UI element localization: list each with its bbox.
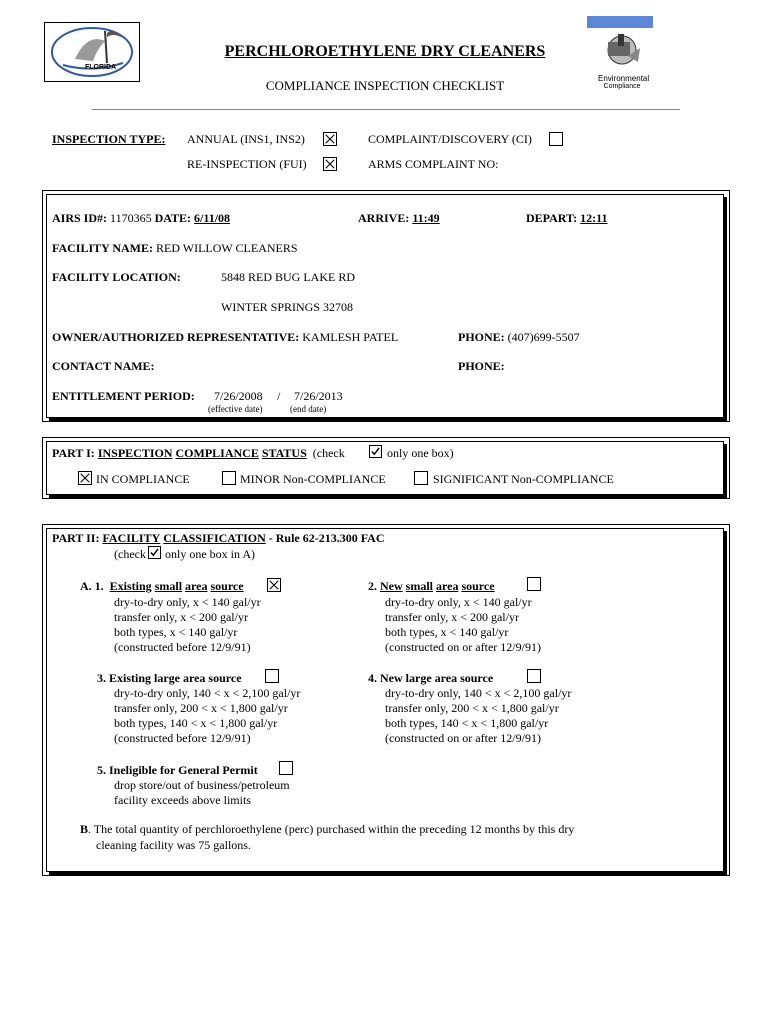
part2-check-pre: (check (114, 547, 146, 561)
effective-date: 7/26/2008 (214, 389, 263, 403)
a4-criteria: dry-to-dry only, 140 < x < 2,100 gal/yr transfer only, 200 < x < 1,800 gal/yr both types, 140 < x < 1,800 gal/yr (constructed on or after 12/9/91) (385, 686, 572, 745)
facility-address-1: 5848 RED BUG LAKE RD (221, 270, 355, 284)
minor-noncompliance-checkbox[interactable] (222, 471, 236, 485)
a5-title: 5. Ineligible for General Permit (97, 763, 258, 777)
checkmark-icon (149, 547, 160, 558)
in-compliance-checkbox[interactable] (78, 471, 92, 485)
part1-check-instruction: only one box) (387, 446, 454, 460)
effective-date-caption: (effective date) (208, 404, 263, 414)
facility-location-label: FACILITY LOCATION: (52, 270, 181, 284)
a3-criteria: dry-to-dry only, 140 < x < 2,100 gal/yr transfer only, 200 < x < 1,800 gal/yr both types, 140 < x < 1,800 gal/yr (constructed before 12/9/91) (114, 686, 301, 745)
a2-title: 2. New small area source (368, 579, 495, 593)
in-compliance-label: IN COMPLIANCE (96, 472, 190, 486)
significant-noncompliance-label: SIGNIFICANT Non-COMPLIANCE (433, 472, 614, 486)
a1-checkbox[interactable] (267, 578, 281, 592)
environmental-compliance-logo (598, 30, 650, 90)
part2-check-instruction: only one box in A) (165, 547, 255, 561)
a2-criteria: dry-to-dry only, x < 140 gal/yr transfer only, x < 200 gal/yr both types, x < 140 gal/yr (constructed on or after 12/9/91) (385, 595, 541, 654)
depart-time: 12:11 (580, 211, 608, 225)
facility-name-row: FACILITY NAME: RED WILLOW CLEANERS (52, 241, 298, 255)
reinspection-checkbox[interactable] (323, 157, 337, 171)
complaint-label: COMPLAINT/DISCOVERY (CI) (368, 132, 532, 146)
arrive-time: 11:49 (412, 211, 440, 225)
facility-name: RED WILLOW CLEANERS (156, 241, 298, 255)
arms-complaint-label: ARMS COMPLAINT NO: (368, 157, 499, 171)
checkmark-icon (370, 446, 381, 457)
part2-sample-checkmark (148, 546, 161, 559)
logo-caption-2: Compliance (603, 83, 641, 90)
phone-number: (407)699-5507 (507, 330, 580, 344)
owner-name: KAMLESH PATEL (302, 330, 399, 344)
entitlement-label: ENTITLEMENT PERIOD: (52, 389, 195, 403)
depart-row: DEPART: 12:11 (526, 211, 608, 225)
phone-row: PHONE: (407)699-5507 (458, 330, 580, 344)
end-date-caption: (end date) (290, 404, 327, 414)
a4-title: 4. New large area source (368, 671, 494, 685)
checkbox-x-mark-icon (79, 472, 91, 484)
annual-label: ANNUAL (INS1, INS2) (187, 132, 305, 146)
date-separator: / (277, 389, 281, 403)
facility-address-2: WINTER SPRINGS 32708 (221, 300, 354, 314)
part1-heading: PART I: INSPECTION COMPLIANCE STATUS (check (52, 446, 345, 460)
minor-noncompliance-label: MINOR Non-COMPLIANCE (240, 472, 386, 486)
contact-name-label: CONTACT NAME: (52, 359, 155, 373)
a2-checkbox[interactable] (527, 577, 541, 591)
significant-noncompliance-checkbox[interactable] (414, 471, 428, 485)
svg-text:FLORIDA: FLORIDA (85, 64, 117, 71)
facility-panel-inner (46, 194, 724, 418)
airs-row: AIRS ID#: 1170365 DATE: 6/11/08 (52, 211, 231, 225)
a4-checkbox[interactable] (527, 669, 541, 683)
header-color-bar (587, 16, 653, 28)
page-title: PERCHLOROETHYLENE DRY CLEANERS (224, 43, 546, 60)
a3-title: 3. Existing large area source (97, 671, 242, 685)
a1-title: A. 1. Existing small area source (80, 579, 244, 593)
reinspection-label: RE-INSPECTION (FUI) (187, 157, 307, 171)
owner-row: OWNER/AUTHORIZED REPRESENTATIVE: KAMLESH PATEL (52, 330, 399, 344)
contact-phone-label: PHONE: (458, 359, 505, 373)
end-date: 7/26/2013 (294, 389, 343, 403)
inspection-date: 6/11/08 (194, 211, 231, 225)
a1-criteria: dry-to-dry only, x < 140 gal/yr transfer only, x < 200 gal/yr both types, x < 140 gal/yr (constructed before 12/9/91) (114, 595, 261, 654)
logo-caption-1: Environmental (598, 74, 650, 83)
checkbox-x-mark-icon (324, 158, 336, 170)
arrive-row: ARRIVE: 11:49 (358, 211, 440, 225)
a5-checkbox[interactable] (279, 761, 293, 775)
airs-id: 1170365 (110, 211, 152, 225)
part2-heading: PART II: FACILITY CLASSIFICATION - Rule 62-213.300 FAC (52, 531, 385, 545)
inspection-type-label: INSPECTION TYPE: (52, 132, 166, 146)
header-divider (92, 109, 680, 110)
complaint-checkbox[interactable] (549, 132, 563, 146)
checkbox-x-mark-icon (324, 133, 336, 145)
b-line-1: B. The total quantity of perchloroethylene (perc) purchased within the preceding 12 months by this dry (80, 822, 575, 836)
checkbox-x-mark-icon (268, 579, 280, 591)
a5-criteria: drop store/out of business/petroleum facility exceeds above limits (114, 778, 290, 807)
annual-checkbox[interactable] (323, 132, 337, 146)
b-line-2: cleaning facility was 75 gallons. (96, 838, 251, 852)
page-subtitle: COMPLIANCE INSPECTION CHECKLIST (265, 78, 505, 93)
a3-checkbox[interactable] (265, 669, 279, 683)
part1-sample-checkmark (369, 445, 382, 458)
